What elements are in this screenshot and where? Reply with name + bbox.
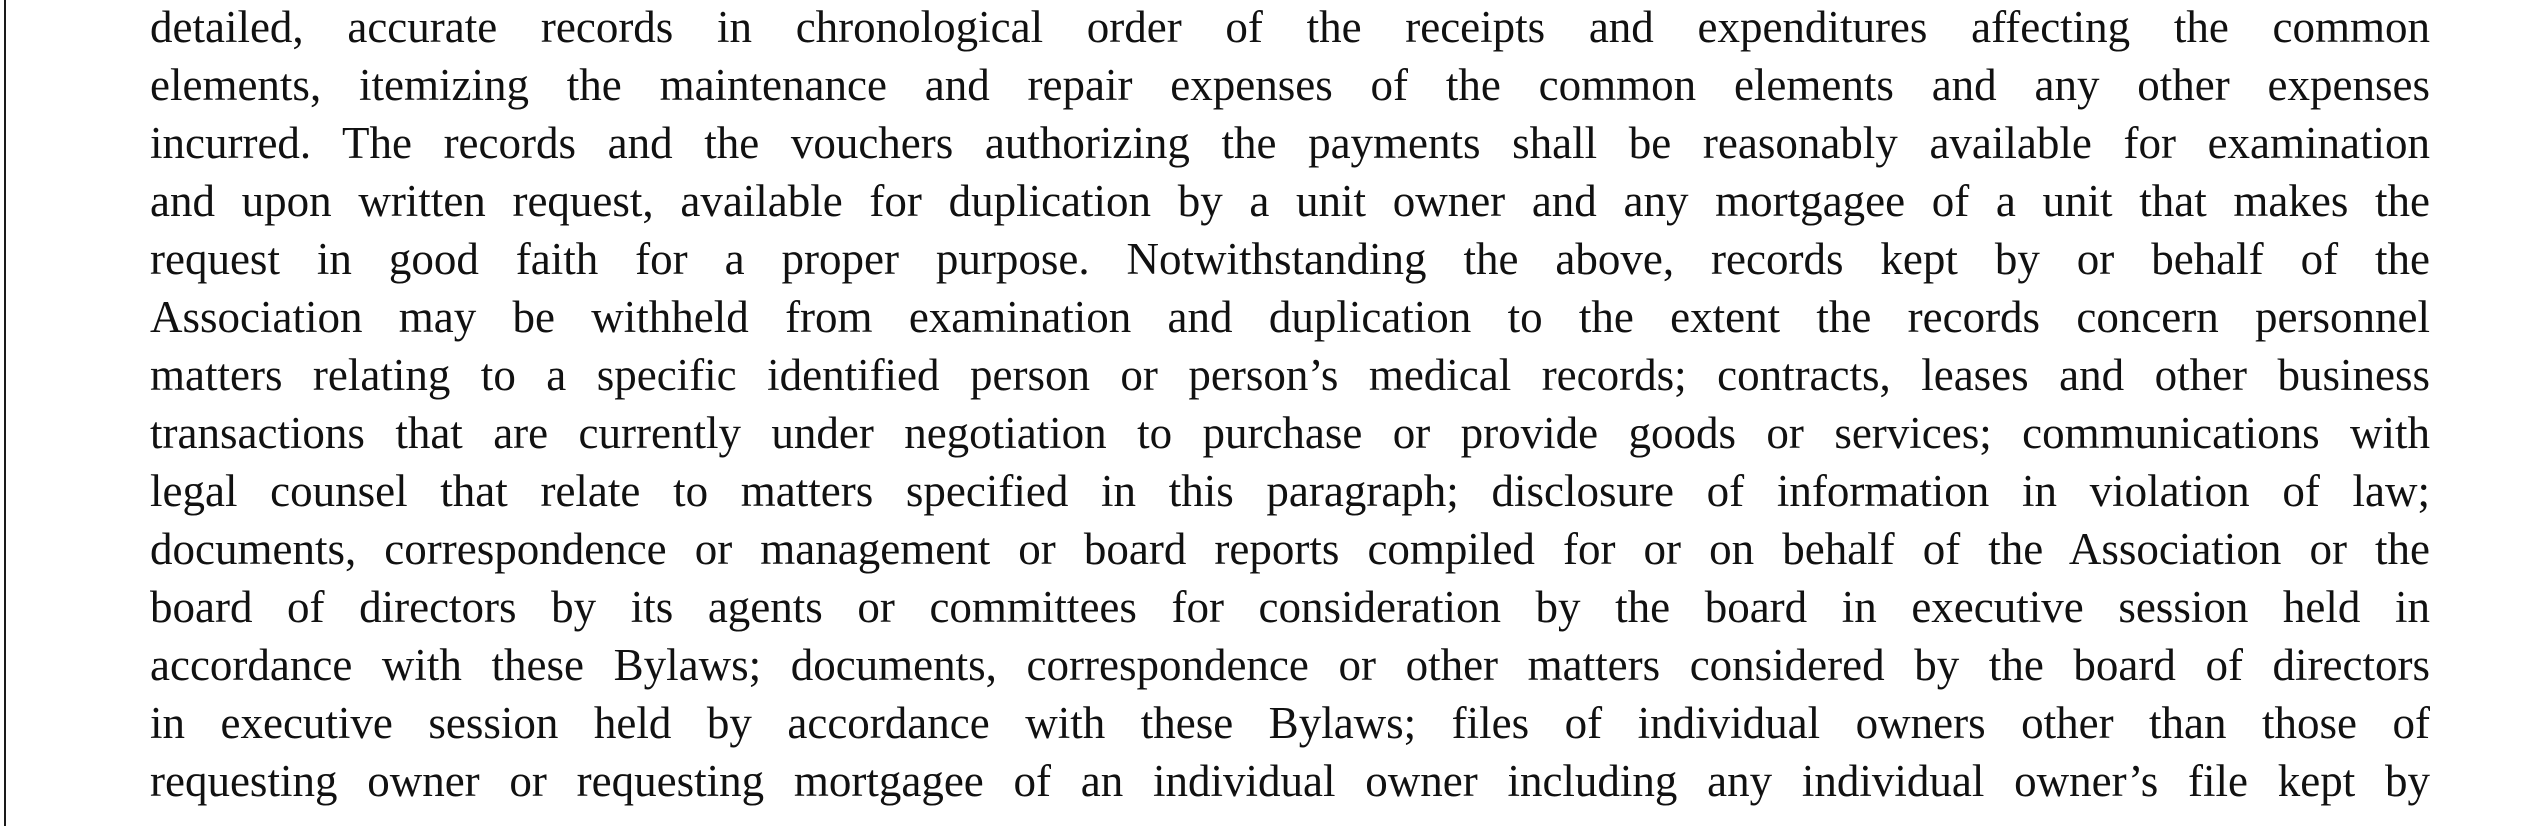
text-line: incurred. The records and the vouchers authorizing the payments shall be reasonably available for examination xyxy=(150,118,2430,168)
text-line: and upon written request, available for duplication by a unit owner and any mortgagee of a unit that makes the xyxy=(150,176,2430,226)
text-line: legal counsel that relate to matters specified in this paragraph; disclosure of information in violation of law; xyxy=(150,466,2430,516)
text-line: transactions that are currently under negotiation to purchase or provide goods or services; communications with xyxy=(150,408,2430,458)
left-margin-rule xyxy=(4,0,6,826)
text-line: Association may be withheld from examination and duplication to the extent the records concern personnel xyxy=(150,292,2430,342)
text-line: elements, itemizing the maintenance and repair expenses of the common elements and any other expenses xyxy=(150,60,2430,110)
text-line: detailed, accurate records in chronological order of the receipts and expenditures affecting the common xyxy=(150,2,2430,52)
text-line: board of directors by its agents or committees for consideration by the board in executive session held in xyxy=(150,582,2430,632)
text-line: requesting owner or requesting mortgagee of an individual owner including any individual owner’s file kept by xyxy=(150,756,2430,806)
text-line: matters relating to a specific identified person or person’s medical records; contracts, leases and other business xyxy=(150,350,2430,400)
text-line: documents, correspondence or management or board reports compiled for or on behalf of the Association or the xyxy=(150,524,2430,574)
text-line: accordance with these Bylaws; documents, correspondence or other matters considered by the board of directors xyxy=(150,640,2430,690)
text-line: request in good faith for a proper purpose. Notwithstanding the above, records kept by or behalf of the xyxy=(150,234,2430,284)
text-line: in executive session held by accordance with these Bylaws; files of individual owners other than those of xyxy=(150,698,2430,748)
